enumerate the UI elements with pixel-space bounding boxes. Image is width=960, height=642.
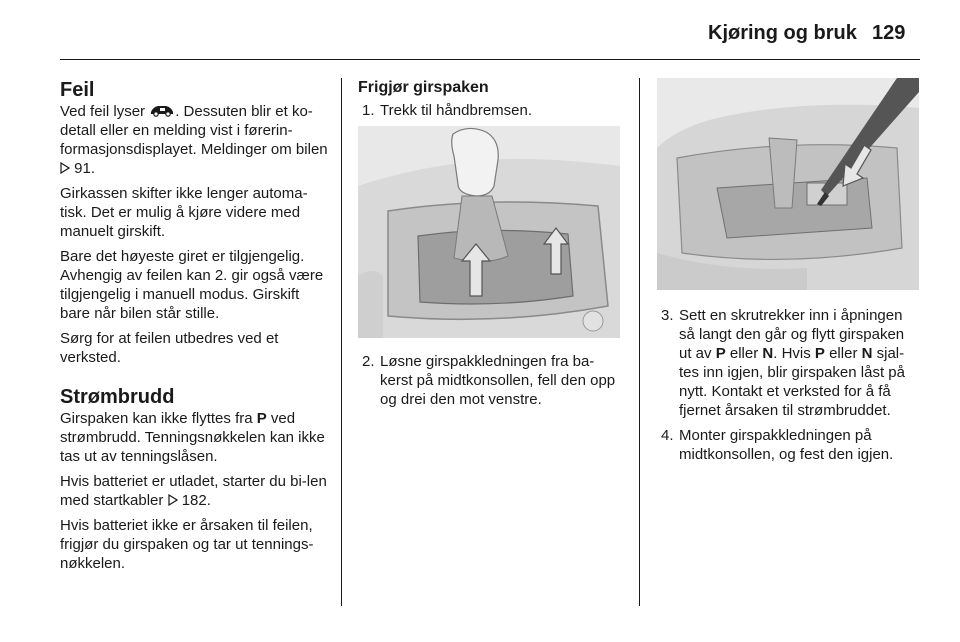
step-3-gear-n-2: N <box>861 345 873 362</box>
feil-p1-text-b: . Dessuten blir et ko-detall eller en melding vist i førerin-formasjonsdisplayet. Meldinger om bilen <box>60 103 328 158</box>
step-2 <box>358 352 620 409</box>
feil-p1-text-c: 91. <box>70 160 96 177</box>
page-number: 129 <box>872 22 906 44</box>
step-3-text-g: eller <box>824 345 862 362</box>
step-3-text-c: eller <box>725 345 763 362</box>
feil-paragraph-2: Girkassen skifter ikke lenger automa-tisk. Det er mulig å kjøre videre med manuelt girskift. <box>60 185 308 240</box>
step-3-gear-p-1: P <box>715 345 726 362</box>
step-2-text: Løsne girspakkledningen fra ba-kerst på midtkonsollen, fell den opp og drei den mot venstre. <box>380 353 616 408</box>
step-1-number: 1. <box>362 102 375 119</box>
column-divider-1 <box>341 78 342 606</box>
strom-paragraph-3: Hvis batteriet ikke er årsaken til feilen, frigjør du girspaken og tar ut tennings-nøkkelen. <box>60 517 314 572</box>
step-3-text-e: . Hvis <box>773 345 815 362</box>
page-reference-triangle-icon <box>168 494 178 506</box>
feil-paragraph-4: Sørg for at feilen utbedres ved et verksted. <box>60 330 279 366</box>
steps-list-b <box>358 352 620 409</box>
step-4-number: 4. <box>661 427 674 444</box>
header-title: Kjøring og bruk <box>708 22 857 44</box>
steps-list-a <box>358 101 620 120</box>
step-1-text: Trekk til håndbremsen. <box>380 102 533 119</box>
step-3-text-i: sjal-tes inn igjen, blir girspaken låst på nytt. Kontakt et verksted for å få fjernet årsaken til strømbruddet. <box>679 345 905 419</box>
strom-p1-text-a: Girspaken kan ikke flyttes fra <box>60 410 257 427</box>
strom-p2-text-a: Hvis batteriet er utladet, starter du bi-len med startkabler <box>60 473 327 509</box>
step-3 <box>657 306 919 420</box>
car-transmission-warning-icon <box>149 103 175 117</box>
gear-lever-illustration <box>358 126 620 338</box>
step-4 <box>657 426 919 464</box>
column-2 <box>358 78 620 431</box>
column-divider-2 <box>639 78 640 606</box>
page-header <box>0 0 960 62</box>
section-heading-strombrudd: Strømbrudd <box>60 386 175 408</box>
feil-p1-text-a: Ved feil lyser <box>60 103 150 120</box>
screwdriver-illustration <box>657 78 919 290</box>
column-3 <box>657 78 919 470</box>
section-heading-frigjor: Frigjør girspaken <box>358 79 489 96</box>
strom-p1-gear-p: P <box>256 410 267 427</box>
strom-p1-text-c: ved strømbrudd. Tenningsnøkkelen kan ikke tas ut av tenningslåsen. <box>60 410 325 465</box>
section-heading-feil: Feil <box>60 79 95 101</box>
strom-paragraph-2 <box>60 472 328 510</box>
strom-p2-text-b: 182. <box>177 492 211 509</box>
step-1 <box>358 101 620 120</box>
step-3-gear-n-1: N <box>762 345 774 362</box>
feil-paragraph-1 <box>60 102 328 178</box>
step-3-text-a: Sett en skrutrekker inn i åpningen så langt den går og flytt girspaken ut av <box>679 307 905 362</box>
steps-list-c <box>657 306 919 464</box>
page-reference-triangle-icon <box>60 162 70 174</box>
feil-paragraph-3: Bare det høyeste giret er tilgjengelig. Avhengig av feilen kan 2. gir også være tilgjengelig i manuell modus. Girskift bare når bilen står stille. <box>60 248 324 322</box>
column-1 <box>60 78 328 579</box>
step-2-number: 2. <box>362 353 375 370</box>
strom-paragraph-1 <box>60 409 328 466</box>
step-4-text: Monter girspakkledningen på midtkonsollen, og fest den igjen. <box>679 427 894 463</box>
step-3-number: 3. <box>661 307 674 324</box>
header-rule <box>60 59 920 60</box>
step-3-gear-p-2: P <box>814 345 825 362</box>
